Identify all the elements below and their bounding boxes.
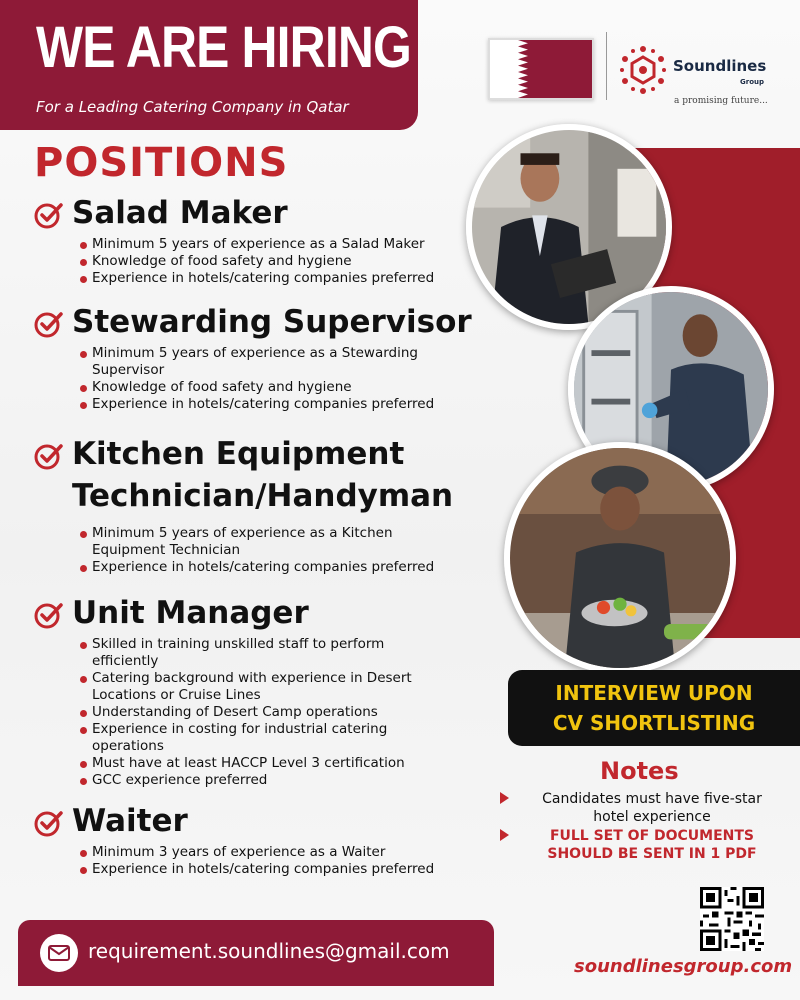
requirement-item: GCC experience preferred	[80, 772, 452, 789]
note-line: FULL SET OF DOCUMENTS	[549, 828, 755, 844]
requirement-item: Minimum 5 years of experience as a Salad Maker	[80, 236, 434, 253]
requirement-item: Minimum 3 years of experience as a Waiter	[80, 844, 434, 861]
note-line: hotel experience	[593, 809, 711, 825]
job-title	[72, 301, 472, 343]
interview-line-1: INTERVIEW UPON	[555, 681, 753, 705]
arrow-right-icon	[500, 792, 509, 804]
requirements-list	[80, 236, 434, 287]
job-title	[72, 592, 309, 634]
requirement-item: Experience in hotels/catering companies preferred	[80, 270, 434, 287]
brand-tagline: a promising future...	[674, 96, 768, 106]
job-title	[72, 192, 288, 234]
requirement-item: Catering background with experience in Desert Locations or Cruise Lines	[80, 670, 452, 704]
hiring-subtitle: For a Leading Catering Company in Qatar	[36, 98, 349, 116]
requirement-item: Knowledge of food safety and hygiene	[80, 379, 480, 396]
job-unit-manager	[34, 592, 452, 789]
requirements-list	[80, 345, 480, 413]
interview-callout	[508, 670, 800, 746]
check-circle-icon	[34, 808, 64, 838]
job-title	[72, 800, 188, 842]
check-circle-icon	[34, 600, 64, 630]
job-waiter	[34, 800, 434, 878]
job-title-line: Stewarding Supervisor	[72, 304, 472, 340]
requirement-item: Minimum 5 years of experience as a Kitchen Equipment Technician	[80, 525, 460, 559]
note-line: SHOULD BE SENT IN 1 PDF	[547, 846, 757, 862]
job-kitchen-equipment-technician	[34, 433, 460, 576]
requirement-item: Knowledge of food safety and hygiene	[80, 253, 434, 270]
job-stewarding-supervisor	[34, 301, 480, 413]
note-item	[500, 790, 790, 826]
note-line: Candidates must have five-star	[542, 791, 762, 807]
job-title-line: Technician/Handyman	[72, 478, 454, 514]
requirements-list	[80, 844, 434, 878]
job-salad-maker	[34, 192, 434, 287]
job-title-line: Kitchen Equipment	[72, 436, 405, 472]
logo-divider	[606, 32, 607, 100]
job-title-line: Waiter	[72, 803, 188, 839]
requirement-item: Minimum 5 years of experience as a Stewarding Supervisor	[80, 345, 480, 379]
requirement-item: Understanding of Desert Camp operations	[80, 704, 452, 721]
requirement-item: Must have at least HACCP Level 3 certification	[80, 755, 452, 772]
check-circle-icon	[34, 441, 64, 471]
requirement-item: Experience in hotels/catering companies preferred	[80, 396, 480, 413]
qr-code-icon[interactable]	[700, 887, 764, 951]
hiring-banner	[0, 0, 418, 130]
check-circle-icon	[34, 200, 64, 230]
interview-line-2: CV SHORTLISTING	[552, 711, 756, 735]
envelope-icon	[40, 934, 78, 972]
positions-heading: POSITIONS	[34, 140, 289, 186]
contact-email-bar	[18, 920, 494, 986]
note-item	[500, 827, 790, 863]
photo-chef	[504, 442, 736, 674]
check-circle-icon	[34, 309, 64, 339]
soundlines-logo-icon	[618, 45, 668, 95]
brand-name: Soundlines	[673, 57, 767, 75]
job-title	[72, 433, 453, 517]
job-title-line: Unit Manager	[72, 595, 309, 631]
requirement-item: Experience in hotels/catering companies preferred	[80, 861, 434, 878]
brand-group-label: Group	[740, 78, 765, 86]
contact-email[interactable]: requirement.soundlines@gmail.com	[88, 939, 450, 963]
job-title-line: Salad Maker	[72, 195, 288, 231]
requirement-item: Experience in hotels/catering companies preferred	[80, 559, 460, 576]
website-link[interactable]: soundlinesgroup.com	[574, 956, 793, 977]
arrow-right-icon	[500, 829, 509, 841]
notes-title: Notes	[600, 757, 679, 785]
requirement-item: Experience in costing for industrial catering operations	[80, 721, 452, 755]
requirements-list	[80, 636, 452, 789]
qatar-flag-icon	[488, 38, 594, 100]
requirement-item: Skilled in training unskilled staff to perform efficiently	[80, 636, 452, 670]
hiring-title: WE ARE HIRING	[36, 15, 411, 80]
requirements-list	[80, 525, 460, 576]
